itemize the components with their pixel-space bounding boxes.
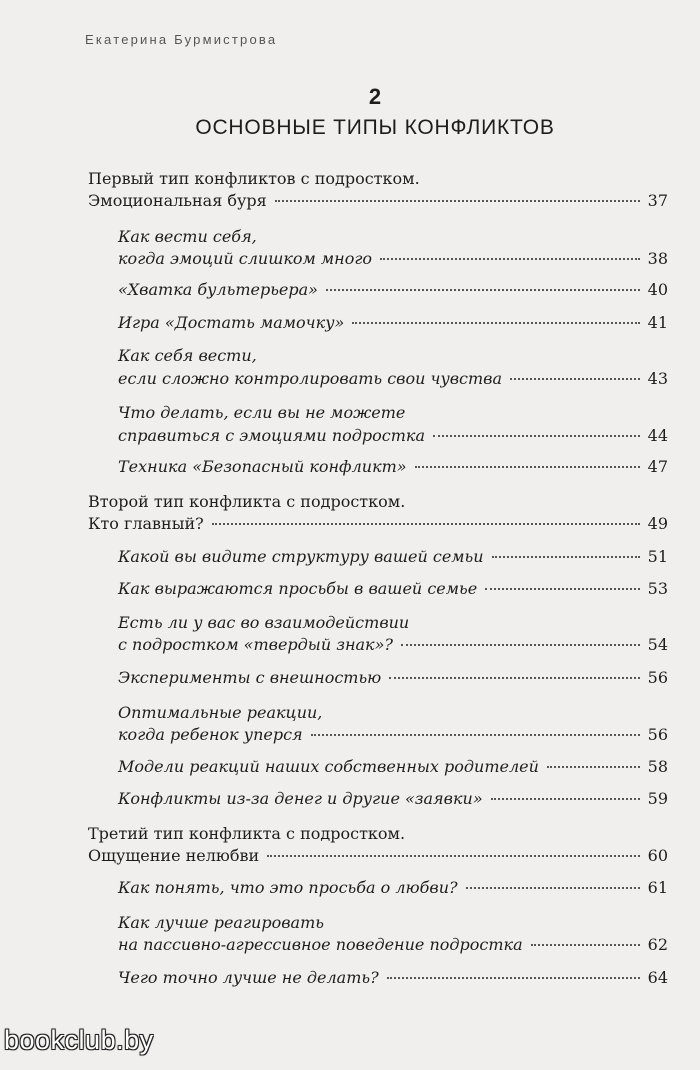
toc-page-number: 61 [647, 878, 668, 897]
toc-entry[interactable] [118, 312, 668, 334]
dot-leader [485, 588, 639, 590]
toc-entry[interactable] [118, 788, 668, 810]
toc-entry-title: Модели реакций наших собственных родителей [118, 757, 539, 776]
toc-entry-title: Конфликты из-за денег и другие «заявки» [118, 789, 483, 808]
toc-section-heading: Первый тип конфликтов с подростком. [88, 169, 420, 188]
toc-entry-title: когда ребенок уперся [118, 725, 303, 744]
chapter-title: ОСНОВНЫЕ ТИПЫ КОНФЛИКТОВ [195, 116, 555, 139]
toc-page-number: 47 [647, 457, 668, 476]
toc-entry-title: когда эмоций слишком много [118, 249, 373, 268]
dot-leader [267, 855, 639, 857]
toc-section-entry[interactable] [88, 190, 668, 212]
dot-leader [401, 644, 640, 646]
toc-entry-title: на пассивно-агрессивное поведение подростка [118, 935, 523, 954]
toc-entry-title: если сложно контролировать свои чувства [118, 369, 503, 388]
toc-page-number: 38 [647, 249, 668, 268]
toc-entry[interactable] [118, 456, 668, 478]
toc-page-number: 49 [647, 514, 668, 533]
toc-entry[interactable] [118, 724, 668, 746]
toc-entry-title: Кто главный? [88, 514, 204, 533]
toc-section-heading: Третий тип конфликта с подростком. [88, 824, 406, 843]
toc-page-number: 54 [647, 635, 668, 654]
dot-leader [311, 734, 640, 736]
toc-page-number: 41 [647, 313, 668, 332]
toc-page-number: 58 [647, 757, 668, 776]
dot-leader [492, 556, 640, 558]
toc-entry-line: Как себя вести, [118, 346, 257, 365]
toc-entry-line: Оптимальные реакции, [118, 703, 323, 722]
dot-leader [433, 435, 640, 437]
toc-page-number: 40 [647, 280, 668, 299]
toc-entry-title: Как выражаются просьбы в вашей семье [118, 579, 478, 598]
dot-leader [415, 466, 640, 468]
dot-leader [380, 258, 640, 260]
toc-page-number: 37 [647, 191, 668, 210]
toc-page-number: 62 [647, 935, 668, 954]
running-header-author: Екатерина Бурмистрова [85, 32, 278, 47]
dot-leader [531, 944, 640, 946]
toc-entry-title: Игра «Достать мамочку» [118, 313, 345, 332]
toc-entry[interactable] [118, 248, 668, 270]
toc-page-number: 56 [647, 668, 668, 687]
toc-page-number: 51 [647, 547, 668, 566]
dot-leader [326, 289, 640, 291]
toc-entry-title: Чего точно лучше не делать? [118, 968, 379, 987]
dot-leader [387, 977, 640, 979]
toc-entry[interactable] [118, 634, 668, 656]
toc-entry-title: Ощущение нелюбви [88, 846, 260, 865]
site-watermark: bookclub.by [4, 1025, 154, 1055]
toc-entry[interactable] [118, 667, 668, 689]
toc-entry-title: «Хватка бультерьера» [118, 280, 318, 299]
toc-entry-title: Какой вы видите структуру вашей семьи [118, 547, 484, 566]
chapter-number: 2 [368, 84, 382, 109]
toc-entry[interactable] [118, 425, 668, 447]
toc-entry-line: Есть ли у вас во взаимодействии [118, 613, 410, 632]
toc-entry[interactable] [118, 578, 668, 600]
toc-entry-line: Что делать, если вы не можете [118, 403, 406, 422]
toc-entry[interactable] [118, 934, 668, 956]
toc-entry-title: Эмоциональная буря [88, 191, 267, 210]
toc-entry-title: справиться с эмоциями подростка [118, 426, 425, 445]
toc-entry-title: с подростком «твердый знак»? [118, 635, 393, 654]
toc-entry[interactable] [118, 877, 668, 899]
toc-page-number: 44 [647, 426, 668, 445]
toc-entry[interactable] [118, 368, 668, 390]
toc-section-entry[interactable] [88, 513, 668, 535]
dot-leader [510, 378, 640, 380]
dot-leader [491, 798, 640, 800]
toc-page-number: 59 [647, 789, 668, 808]
toc-page-number: 56 [647, 725, 668, 744]
toc-page-number: 43 [647, 369, 668, 388]
dot-leader [352, 322, 639, 324]
dot-leader [275, 200, 640, 202]
toc-entry[interactable] [118, 546, 668, 568]
toc-entry-title: Техника «Безопасный конфликт» [118, 457, 407, 476]
toc-section-heading: Второй тип конфликта с подростком. [88, 492, 406, 511]
toc-page-number: 64 [647, 968, 668, 987]
toc-page-number: 60 [647, 846, 668, 865]
dot-leader [547, 766, 640, 768]
toc-entry[interactable] [118, 967, 668, 989]
dot-leader [389, 677, 639, 679]
toc-entry-line: Как лучше реагировать [118, 913, 324, 932]
toc-entry[interactable] [118, 756, 668, 778]
toc-entry-title: Как понять, что это просьба о любви? [118, 878, 458, 897]
dot-leader [212, 523, 640, 525]
toc-entry[interactable] [118, 279, 668, 301]
toc-entry-title: Эксперименты с внешностью [118, 668, 382, 687]
toc-page-number: 53 [647, 579, 668, 598]
dot-leader [466, 887, 640, 889]
toc-section-entry[interactable] [88, 845, 668, 867]
toc-entry-line: Как вести себя, [118, 227, 257, 246]
